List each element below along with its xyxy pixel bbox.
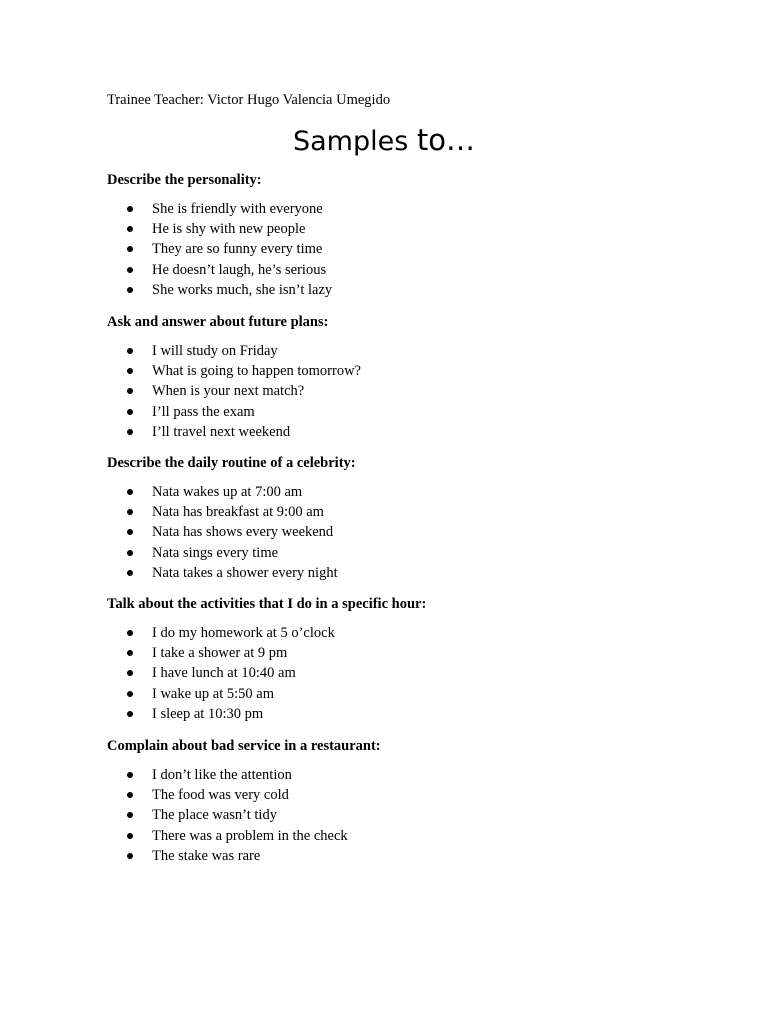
bullet-icon: [127, 711, 133, 717]
list-item-text: Nata has breakfast at 9:00 am: [152, 504, 324, 521]
bullet-icon: [127, 348, 133, 354]
section-heading-activities-hour: Talk about the activities that I do in a specific hour:: [107, 596, 427, 612]
list-item-text: Nata takes a shower every night: [152, 564, 338, 581]
list-item-text: He is shy with new people: [152, 221, 306, 238]
bullet-icon: [127, 550, 133, 556]
section-heading-daily-routine: Describe the daily routine of a celebrity:: [107, 455, 356, 471]
list-item-text: Nata has shows every weekend: [152, 524, 334, 541]
list-item-text: When is your next match?: [152, 383, 305, 400]
list-item-text: I take a shower at 9 pm: [152, 645, 288, 662]
list-item-text: She is friendly with everyone: [152, 201, 323, 217]
bullet-icon: [127, 570, 133, 576]
list-item-text: I do my homework at 5 o’clock: [152, 625, 335, 641]
bullet-icon: [127, 529, 133, 535]
list-item-text: There was a problem in the check: [152, 827, 348, 844]
list-item-text: What is going to happen tomorrow?: [152, 363, 361, 380]
list-item-text: He doesn’t laugh, he’s serious: [152, 261, 327, 278]
bullet-icon: [127, 226, 133, 232]
bullet-icon: [127, 630, 133, 636]
list-item-text: The food was very cold: [152, 787, 289, 804]
section-heading-restaurant-complaints: Complain about bad service in a restaurant:: [107, 738, 381, 754]
bullet-icon: [127, 287, 133, 293]
bullet-icon: [127, 691, 133, 697]
bullet-icon: [127, 409, 133, 415]
bullet-icon: [127, 650, 133, 656]
bullet-icon: [127, 853, 133, 859]
bullet-icon: [127, 509, 133, 515]
bullet-icon: [127, 429, 133, 435]
list-item-text: I don’t like the attention: [152, 767, 292, 783]
list-item-text: I’ll travel next weekend: [152, 423, 291, 440]
bullet-icon: [127, 812, 133, 818]
title-tail: to…: [416, 123, 475, 157]
page-title: [0, 122, 768, 160]
list-item-text: I will study on Friday: [152, 343, 278, 359]
bullet-icon: [127, 670, 133, 676]
bullet-icon: [127, 246, 133, 252]
bullet-icon: [127, 267, 133, 273]
section-heading-future-plans: Ask and answer about future plans:: [107, 314, 329, 330]
title-main: Samples: [292, 126, 417, 157]
bullet-icon: [127, 206, 133, 212]
list-item-text: Nata sings every time: [152, 544, 279, 561]
list-item-text: I wake up at 5:50 am: [152, 685, 275, 702]
bullet-icon: [127, 792, 133, 798]
bullet-icon: [127, 489, 133, 495]
list-item-text: The place wasn’t tidy: [152, 807, 277, 824]
list-item-text: I have lunch at 10:40 am: [152, 665, 296, 682]
list-item-text: I’ll pass the exam: [152, 403, 255, 420]
list-item-text: I sleep at 10:30 pm: [152, 705, 264, 722]
bullet-icon: [127, 772, 133, 778]
section-heading-personality: Describe the personality:: [107, 172, 262, 188]
bullet-icon: [127, 368, 133, 374]
list-item-text: Nata wakes up at 7:00 am: [152, 484, 303, 500]
list-item-text: The stake was rare: [152, 847, 261, 864]
list-item-text: They are so funny every time: [152, 241, 323, 258]
bullet-icon: [127, 388, 133, 394]
bullet-icon: [127, 833, 133, 839]
teacher-line: Trainee Teacher: Victor Hugo Valencia Umegido: [107, 92, 391, 108]
list-item-text: She works much, she isn’t lazy: [152, 281, 333, 298]
